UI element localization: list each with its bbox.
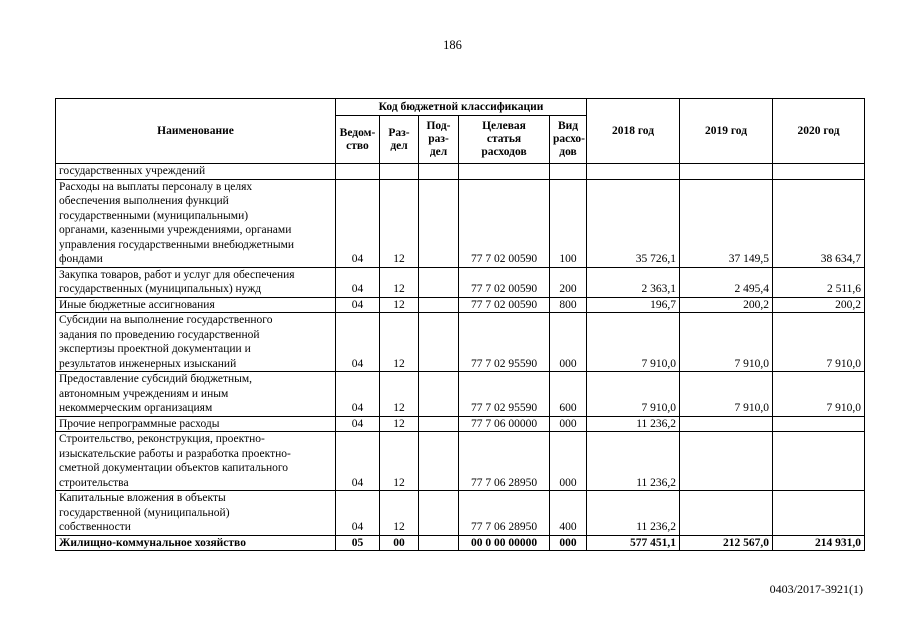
cell-name-line: фондами: [59, 253, 103, 265]
table-row: [56, 313, 865, 372]
cell-vid-rashodov: 000: [550, 432, 587, 491]
header-razdel: [380, 116, 419, 164]
cell-vid-rashodov: 000: [550, 313, 587, 372]
table-row: [56, 164, 865, 180]
cell-razdel: [380, 164, 419, 180]
cell-vedomstvo: [336, 164, 380, 180]
header-vedomstvo: [336, 116, 380, 164]
cell-podrazdel: [419, 416, 459, 432]
cell-name-line: экспертизы проектной документации и: [59, 343, 251, 355]
cell-2020: 200,2: [773, 297, 865, 313]
cell-2020: 38 634,7: [773, 179, 865, 267]
cell-2020: [773, 164, 865, 180]
cell-celevaya-statya: 77 7 02 00590: [459, 297, 550, 313]
cell-2020: 7 910,0: [773, 372, 865, 417]
header-line: ство: [346, 139, 369, 152]
cell-2018: 7 910,0: [587, 372, 680, 417]
table-row: [56, 267, 865, 297]
cell-name: [56, 297, 336, 313]
cell-vedomstvo: 05: [336, 535, 380, 551]
cell-razdel: 12: [380, 372, 419, 417]
cell-2020: [773, 491, 865, 536]
cell-name-line: Прочие непрограммные расходы: [59, 417, 220, 430]
header-line: дел: [390, 139, 408, 152]
cell-name-line: органами, казенными учреждениями, органами: [59, 224, 292, 236]
cell-2019: 7 910,0: [680, 372, 773, 417]
cell-name-line: Субсидии на выполнение государственного: [59, 314, 273, 326]
header-vid-rashodov: [550, 116, 587, 164]
cell-2019: 2 495,4: [680, 267, 773, 297]
cell-celevaya-statya: 77 7 06 28950: [459, 432, 550, 491]
cell-2019: 7 910,0: [680, 313, 773, 372]
cell-name-line: государственной (муниципальной): [59, 506, 230, 519]
header-2020: 2020 год: [773, 99, 865, 164]
cell-name-line: Иные бюджетные ассигнования: [59, 298, 215, 311]
header-line: Раз-: [388, 126, 410, 139]
cell-2018: 11 236,2: [587, 416, 680, 432]
header-line: Под-: [426, 120, 451, 132]
header-2018: 2018 год: [587, 99, 680, 164]
cell-celevaya-statya: 77 7 06 00000: [459, 416, 550, 432]
cell-podrazdel: [419, 372, 459, 417]
cell-name: [56, 416, 336, 432]
cell-vid-rashodov: 400: [550, 491, 587, 536]
cell-vedomstvo: 04: [336, 179, 380, 267]
table-row: [56, 491, 865, 536]
cell-razdel: 12: [380, 432, 419, 491]
cell-razdel: 12: [380, 416, 419, 432]
cell-2020: 2 511,6: [773, 267, 865, 297]
header-line: статья: [486, 133, 522, 145]
cell-name-line: Капитальные вложения в объекты: [59, 492, 226, 504]
cell-podrazdel: [419, 432, 459, 491]
cell-vedomstvo: 04: [336, 267, 380, 297]
cell-name-line: изыскательские работы и разработка проектно-: [59, 447, 291, 460]
cell-celevaya-statya: 77 7 02 95590: [459, 313, 550, 372]
cell-2020: [773, 416, 865, 432]
header-podrazdel: [419, 116, 459, 164]
cell-razdel: 12: [380, 491, 419, 536]
cell-name-line: сметной документации объектов капитального: [59, 462, 289, 474]
cell-2019: [680, 416, 773, 432]
cell-2018: 35 726,1: [587, 179, 680, 267]
page-number: 186: [443, 38, 462, 52]
cell-2020: 7 910,0: [773, 313, 865, 372]
cell-celevaya-statya: [459, 164, 550, 180]
cell-name-line: государственных учреждений: [59, 165, 206, 177]
cell-2019: 212 567,0: [680, 535, 773, 551]
cell-vedomstvo: 04: [336, 372, 380, 417]
cell-2020: [773, 432, 865, 491]
cell-razdel: 00: [380, 535, 419, 551]
cell-celevaya-statya: 77 7 02 95590: [459, 372, 550, 417]
cell-name-line: государственных (муниципальных) нужд: [59, 283, 262, 295]
header-line: дов: [559, 146, 577, 158]
cell-podrazdel: [419, 179, 459, 267]
header-line: раз-: [428, 133, 449, 145]
cell-name-line: Расходы на выплаты персоналу в целях: [59, 180, 253, 193]
table-body: [56, 164, 865, 551]
cell-2019: 37 149,5: [680, 179, 773, 267]
cell-2018: 577 451,1: [587, 535, 680, 551]
cell-vedomstvo: 04: [336, 313, 380, 372]
cell-vedomstvo: 04: [336, 432, 380, 491]
table-row: [56, 416, 865, 432]
cell-2018: 2 363,1: [587, 267, 680, 297]
cell-vid-rashodov: 000: [550, 416, 587, 432]
cell-vedomstvo: 04: [336, 416, 380, 432]
cell-name-line: задания по проведению государственной: [59, 328, 260, 341]
cell-vedomstvo: 04: [336, 491, 380, 536]
cell-name-line: Строительство, реконструкция, проектно-: [59, 433, 265, 445]
cell-name: [56, 164, 336, 180]
header-line: дел: [429, 146, 448, 158]
cell-vid-rashodov: 000: [550, 535, 587, 551]
document-code: 0403/2017-3921(1): [769, 582, 863, 596]
cell-celevaya-statya: 77 7 02 00590: [459, 179, 550, 267]
cell-name-line: автономным учреждениям и иным: [59, 387, 229, 400]
header-line: расходов: [481, 146, 527, 158]
cell-vid-rashodov: [550, 164, 587, 180]
cell-name-line: некоммерческим организациям: [59, 402, 213, 414]
cell-2018: [587, 164, 680, 180]
cell-podrazdel: [419, 164, 459, 180]
cell-podrazdel: [419, 535, 459, 551]
cell-vid-rashodov: 600: [550, 372, 587, 417]
header-budget-classification: Код бюджетной классификации: [336, 99, 587, 116]
header-name: Наименование: [56, 99, 336, 164]
cell-name-line: результатов инженерных изысканий: [59, 357, 237, 370]
cell-vedomstvo: 04: [336, 297, 380, 313]
cell-2018: 11 236,2: [587, 432, 680, 491]
cell-2019: [680, 432, 773, 491]
cell-podrazdel: [419, 491, 459, 536]
header-line: Ведом-: [339, 126, 376, 139]
header-celevaya-statya: [459, 116, 550, 164]
cell-2018: 7 910,0: [587, 313, 680, 372]
cell-name: [56, 372, 336, 417]
header-line: Вид: [557, 120, 579, 132]
cell-vid-rashodov: 800: [550, 297, 587, 313]
cell-celevaya-statya: 77 7 06 28950: [459, 491, 550, 536]
cell-name-line: Закупка товаров, работ и услуг для обеспечения: [59, 268, 295, 281]
table-row: [56, 535, 865, 551]
cell-podrazdel: [419, 313, 459, 372]
table-row: [56, 372, 865, 417]
cell-name-line: управления государственными внебюджетными: [59, 238, 295, 251]
cell-razdel: 12: [380, 313, 419, 372]
cell-name-line: государственными (муниципальными): [59, 209, 249, 222]
table-row: [56, 432, 865, 491]
cell-razdel: 12: [380, 179, 419, 267]
cell-name: [56, 535, 336, 551]
cell-name: [56, 432, 336, 491]
table-row: [56, 179, 865, 267]
cell-2020: 214 931,0: [773, 535, 865, 551]
table-row: [56, 297, 865, 313]
cell-name: [56, 267, 336, 297]
cell-celevaya-statya: 77 7 02 00590: [459, 267, 550, 297]
cell-name: [56, 491, 336, 536]
header-row-group: [56, 99, 865, 116]
header-line: расхо-: [553, 133, 585, 145]
cell-2019: [680, 491, 773, 536]
cell-name-line: собственности: [59, 521, 131, 533]
cell-name-line: обеспечения выполнения функций: [59, 195, 229, 207]
header-line: Целевая: [482, 120, 526, 132]
cell-name-line: Жилищно-коммунальное хозяйство: [59, 536, 246, 549]
cell-celevaya-statya: 00 0 00 00000: [459, 535, 550, 551]
cell-name-line: Предоставление субсидий бюджетным,: [59, 373, 253, 385]
cell-2019: [680, 164, 773, 180]
cell-name-line: строительства: [59, 476, 129, 489]
cell-name: [56, 179, 336, 267]
cell-vid-rashodov: 100: [550, 179, 587, 267]
cell-podrazdel: [419, 297, 459, 313]
cell-name: [56, 313, 336, 372]
budget-table: [55, 98, 865, 551]
cell-2018: 196,7: [587, 297, 680, 313]
cell-podrazdel: [419, 267, 459, 297]
cell-razdel: 12: [380, 267, 419, 297]
cell-2019: 200,2: [680, 297, 773, 313]
cell-2018: 11 236,2: [587, 491, 680, 536]
cell-vid-rashodov: 200: [550, 267, 587, 297]
cell-razdel: 12: [380, 297, 419, 313]
header-2019: 2019 год: [680, 99, 773, 164]
